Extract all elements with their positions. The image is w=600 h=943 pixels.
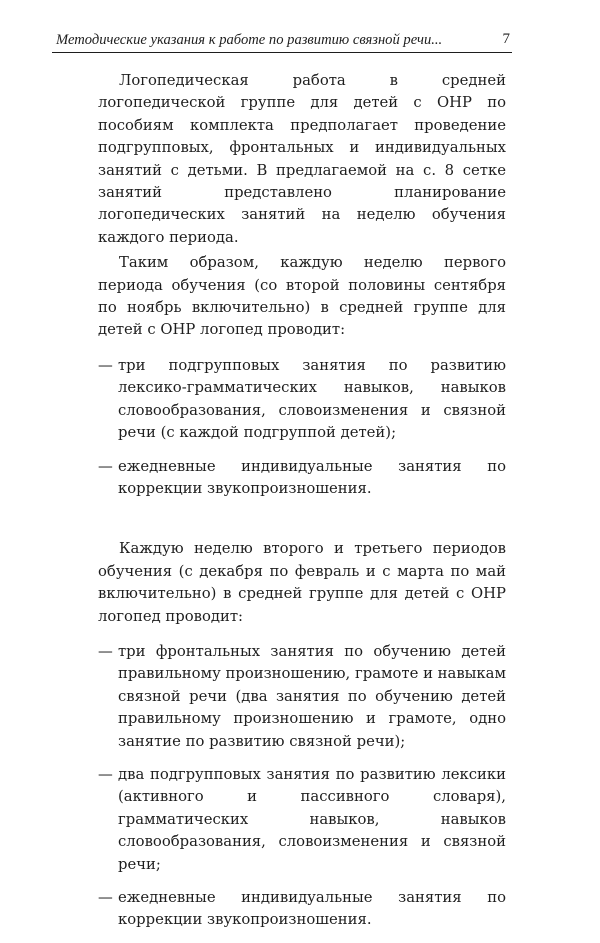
paragraph-second-third-period: Каждую неделю второго и третьего периодов обучения (с декабря по февраль и с марта по май включительно) в средней группе для детей с ОНР логопед проводит: [98, 540, 506, 625]
list-item: — три подгрупповых занятия по развитию лексико-грамматических навыков, навыков словообразования, словоизменения и связной речи (с каждой подгруппой детей); [98, 355, 506, 445]
running-header-title: Методические указания к работе по развитию связной речи... [56, 32, 443, 48]
paragraph-first-period: Таким образом, каждую неделю первого периода обучения (со второй половины сентября по ноябрь включительно) в средней группе для детей с ОНР логопед проводит: [98, 254, 506, 339]
list-item: — два подгрупповых занятия по развитию лексики (активного и пассивного словаря), грамматических навыков, навыков словообразования, словоизменения и связной речи; [98, 764, 506, 876]
first-period-list [98, 355, 506, 500]
page-body [98, 70, 506, 943]
list-item: — ежедневные индивидуальные занятия по коррекции звукопроизношения. [98, 456, 506, 501]
second-third-period-list [98, 641, 506, 932]
list-item: — три фронтальных занятия по обучению детей правильному произношению, грамоте и навыкам связной речи (два занятия по обучению детей правильному произношению и грамоте, одно занятие по развитию связной речи); [98, 641, 506, 753]
paragraph-intro: Логопедическая работа в средней логопедической группе для детей с ОНР по пособиям комплекта предполагает проведение подгрупповых, фронтальных и индивидуальных занятий с детьми. В предлагаемой на с. 8 сетке занятий представлено планирование логопедических занятий на неделю обучения каждого периода. [98, 72, 506, 246]
list-item: — ежедневные индивидуальные занятия по коррекции звукопроизношения. [98, 887, 506, 932]
section-spacer [98, 511, 506, 538]
running-header [52, 24, 512, 53]
page-number: 7 [502, 31, 510, 47]
